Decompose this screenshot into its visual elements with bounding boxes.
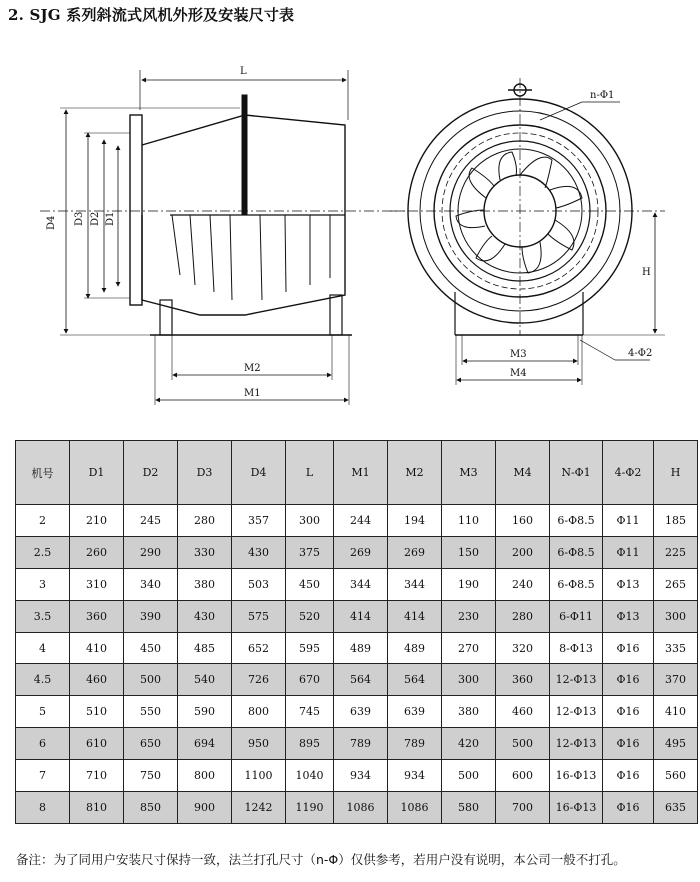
table-cell: 6-Φ8.5 [550,505,603,537]
table-cell: 410 [654,696,698,728]
table-cell: 489 [334,632,388,664]
table-cell: 564 [388,664,442,696]
table-header-row [16,441,698,505]
table-cell: 3 [16,568,70,600]
table-cell: 900 [178,792,232,824]
table-cell: 895 [286,728,334,760]
table-cell: 194 [388,505,442,537]
dim-label-n-phi1: n-Φ1 [590,90,615,101]
table-cell: 1100 [232,760,286,792]
table-cell: 290 [124,536,178,568]
col-header: D4 [232,441,286,505]
table-cell: 414 [388,600,442,632]
table-cell: Φ13 [603,568,654,600]
table-cell: 244 [334,505,388,537]
table-cell: 450 [286,568,334,600]
table-cell: 500 [442,760,496,792]
table-cell: Φ11 [603,536,654,568]
table-cell: 500 [124,664,178,696]
table-cell: 260 [70,536,124,568]
table-cell: 12-Φ13 [550,728,603,760]
table-cell: 590 [178,696,232,728]
table-cell: 540 [178,664,232,696]
table-cell: 200 [496,536,550,568]
table-cell: 694 [178,728,232,760]
table-cell: 16-Φ13 [550,760,603,792]
table-cell: 414 [334,600,388,632]
col-header: D1 [70,441,124,505]
table-cell: 280 [496,600,550,632]
table-cell: 8-Φ13 [550,632,603,664]
table-cell: 300 [442,664,496,696]
col-header: M2 [388,441,442,505]
dim-label-D1: D1 [105,211,116,226]
table-cell: 320 [496,632,550,664]
table-cell: 390 [124,600,178,632]
dim-label-M4: M4 [510,368,527,379]
table-cell: 110 [442,505,496,537]
table-row [16,505,698,537]
table-cell: 340 [124,568,178,600]
table-cell: 380 [178,568,232,600]
table-cell: 1086 [334,792,388,824]
table-cell: Φ16 [603,792,654,824]
table-cell: 12-Φ13 [550,664,603,696]
table-cell: 8 [16,792,70,824]
dim-label-M1: M1 [244,388,261,399]
table-cell: 310 [70,568,124,600]
col-header: D2 [124,441,178,505]
table-cell: 12-Φ13 [550,696,603,728]
table-cell: 950 [232,728,286,760]
table-cell: Φ13 [603,600,654,632]
table-cell: 510 [70,696,124,728]
table-cell: 485 [178,632,232,664]
dim-label-D4: D4 [46,215,57,230]
table-cell: 4 [16,632,70,664]
col-header: N-Φ1 [550,441,603,505]
footnote: 备注：为了同用户安装尺寸保持一致，法兰打孔尺寸（n-Φ）仅供参考，若用户没有说明，本公司一般不打孔。 [16,852,626,867]
table-cell: 6-Φ11 [550,600,603,632]
table-cell: 1242 [232,792,286,824]
table-cell: 726 [232,664,286,696]
table-cell: 810 [70,792,124,824]
table-cell: 185 [654,505,698,537]
col-header: H [654,441,698,505]
table-cell: 745 [286,696,334,728]
table-cell: 344 [388,568,442,600]
table-cell: 600 [496,760,550,792]
table-cell: 335 [654,632,698,664]
table-cell: 344 [334,568,388,600]
table-cell: 360 [70,600,124,632]
front-view [390,78,665,385]
table-cell: 230 [442,600,496,632]
fan-outline-drawing [0,30,700,430]
table-row [16,632,698,664]
table-cell: 3.5 [16,600,70,632]
table-cell: 934 [334,760,388,792]
table-cell: 7 [16,760,70,792]
table-row [16,568,698,600]
table-cell: 635 [654,792,698,824]
table-cell: 639 [388,696,442,728]
col-header: 机号 [16,441,70,505]
page-title: 2. SJG 系列斜流式风机外形及安装尺寸表 [8,6,295,24]
table-cell: 610 [70,728,124,760]
col-header: 4-Φ2 [603,441,654,505]
table-cell: 710 [70,760,124,792]
table-cell: 1086 [388,792,442,824]
dim-label-H: H [642,267,651,278]
col-header: M3 [442,441,496,505]
table-cell: Φ16 [603,760,654,792]
dimension-table [15,440,698,824]
side-view [40,70,405,405]
table-cell: 1190 [286,792,334,824]
table-cell: 789 [334,728,388,760]
table-cell: 330 [178,536,232,568]
table-cell: 269 [334,536,388,568]
table-row [16,536,698,568]
dim-label-4-phi2: 4-Φ2 [628,348,653,359]
table-cell: 670 [286,664,334,696]
table-cell: 300 [286,505,334,537]
table-cell: 245 [124,505,178,537]
table-cell: 280 [178,505,232,537]
table-cell: 375 [286,536,334,568]
table-cell: Φ11 [603,505,654,537]
table-cell: 6 [16,728,70,760]
table-cell: 789 [388,728,442,760]
table-cell: 420 [442,728,496,760]
table-cell: 150 [442,536,496,568]
table-cell: Φ16 [603,696,654,728]
dim-label-D2: D2 [90,211,101,226]
table-cell: 500 [496,728,550,760]
table-cell: 16-Φ13 [550,792,603,824]
table-cell: 360 [496,664,550,696]
table-cell: 1040 [286,760,334,792]
table-cell: 6-Φ8.5 [550,536,603,568]
table-row [16,600,698,632]
table-cell: Φ16 [603,632,654,664]
table-cell: 460 [70,664,124,696]
table-cell: 560 [654,760,698,792]
table-cell: 300 [654,600,698,632]
table-cell: 240 [496,568,550,600]
table-cell: Φ16 [603,728,654,760]
table-cell: 700 [496,792,550,824]
table-cell: 564 [334,664,388,696]
col-header: D3 [178,441,232,505]
table-cell: 410 [70,632,124,664]
table-cell: 2 [16,505,70,537]
table-cell: 430 [178,600,232,632]
dim-label-M2: M2 [244,363,261,374]
table-cell: 6-Φ8.5 [550,568,603,600]
table-cell: 4.5 [16,664,70,696]
col-header: M1 [334,441,388,505]
table-row [16,696,698,728]
col-header: M4 [496,441,550,505]
table-cell: 650 [124,728,178,760]
table-cell: 503 [232,568,286,600]
table-cell: 2.5 [16,536,70,568]
table-row [16,792,698,824]
table-cell: 489 [388,632,442,664]
table-cell: 270 [442,632,496,664]
table-cell: 520 [286,600,334,632]
table-cell: 225 [654,536,698,568]
table-cell: 5 [16,696,70,728]
table-cell: 450 [124,632,178,664]
table-cell: 750 [124,760,178,792]
table-cell: 639 [334,696,388,728]
table-cell: 495 [654,728,698,760]
table-cell: 800 [232,696,286,728]
table-cell: 190 [442,568,496,600]
table-cell: Φ16 [603,664,654,696]
table-cell: 357 [232,505,286,537]
table-cell: 800 [178,760,232,792]
table-row [16,728,698,760]
table-cell: 370 [654,664,698,696]
table-cell: 550 [124,696,178,728]
table-cell: 269 [388,536,442,568]
table-cell: 934 [388,760,442,792]
dim-label-M3: M3 [510,349,527,360]
table-cell: 850 [124,792,178,824]
table-cell: 595 [286,632,334,664]
table-cell: 460 [496,696,550,728]
table-cell: 265 [654,568,698,600]
table-row [16,664,698,696]
dim-label-D3: D3 [74,211,85,226]
col-header: L [286,441,334,505]
table-cell: 575 [232,600,286,632]
table-cell: 380 [442,696,496,728]
table-cell: 580 [442,792,496,824]
table-cell: 430 [232,536,286,568]
table-cell: 210 [70,505,124,537]
table-row [16,760,698,792]
table-cell: 652 [232,632,286,664]
dim-label-L: L [240,66,247,77]
table-cell: 160 [496,505,550,537]
